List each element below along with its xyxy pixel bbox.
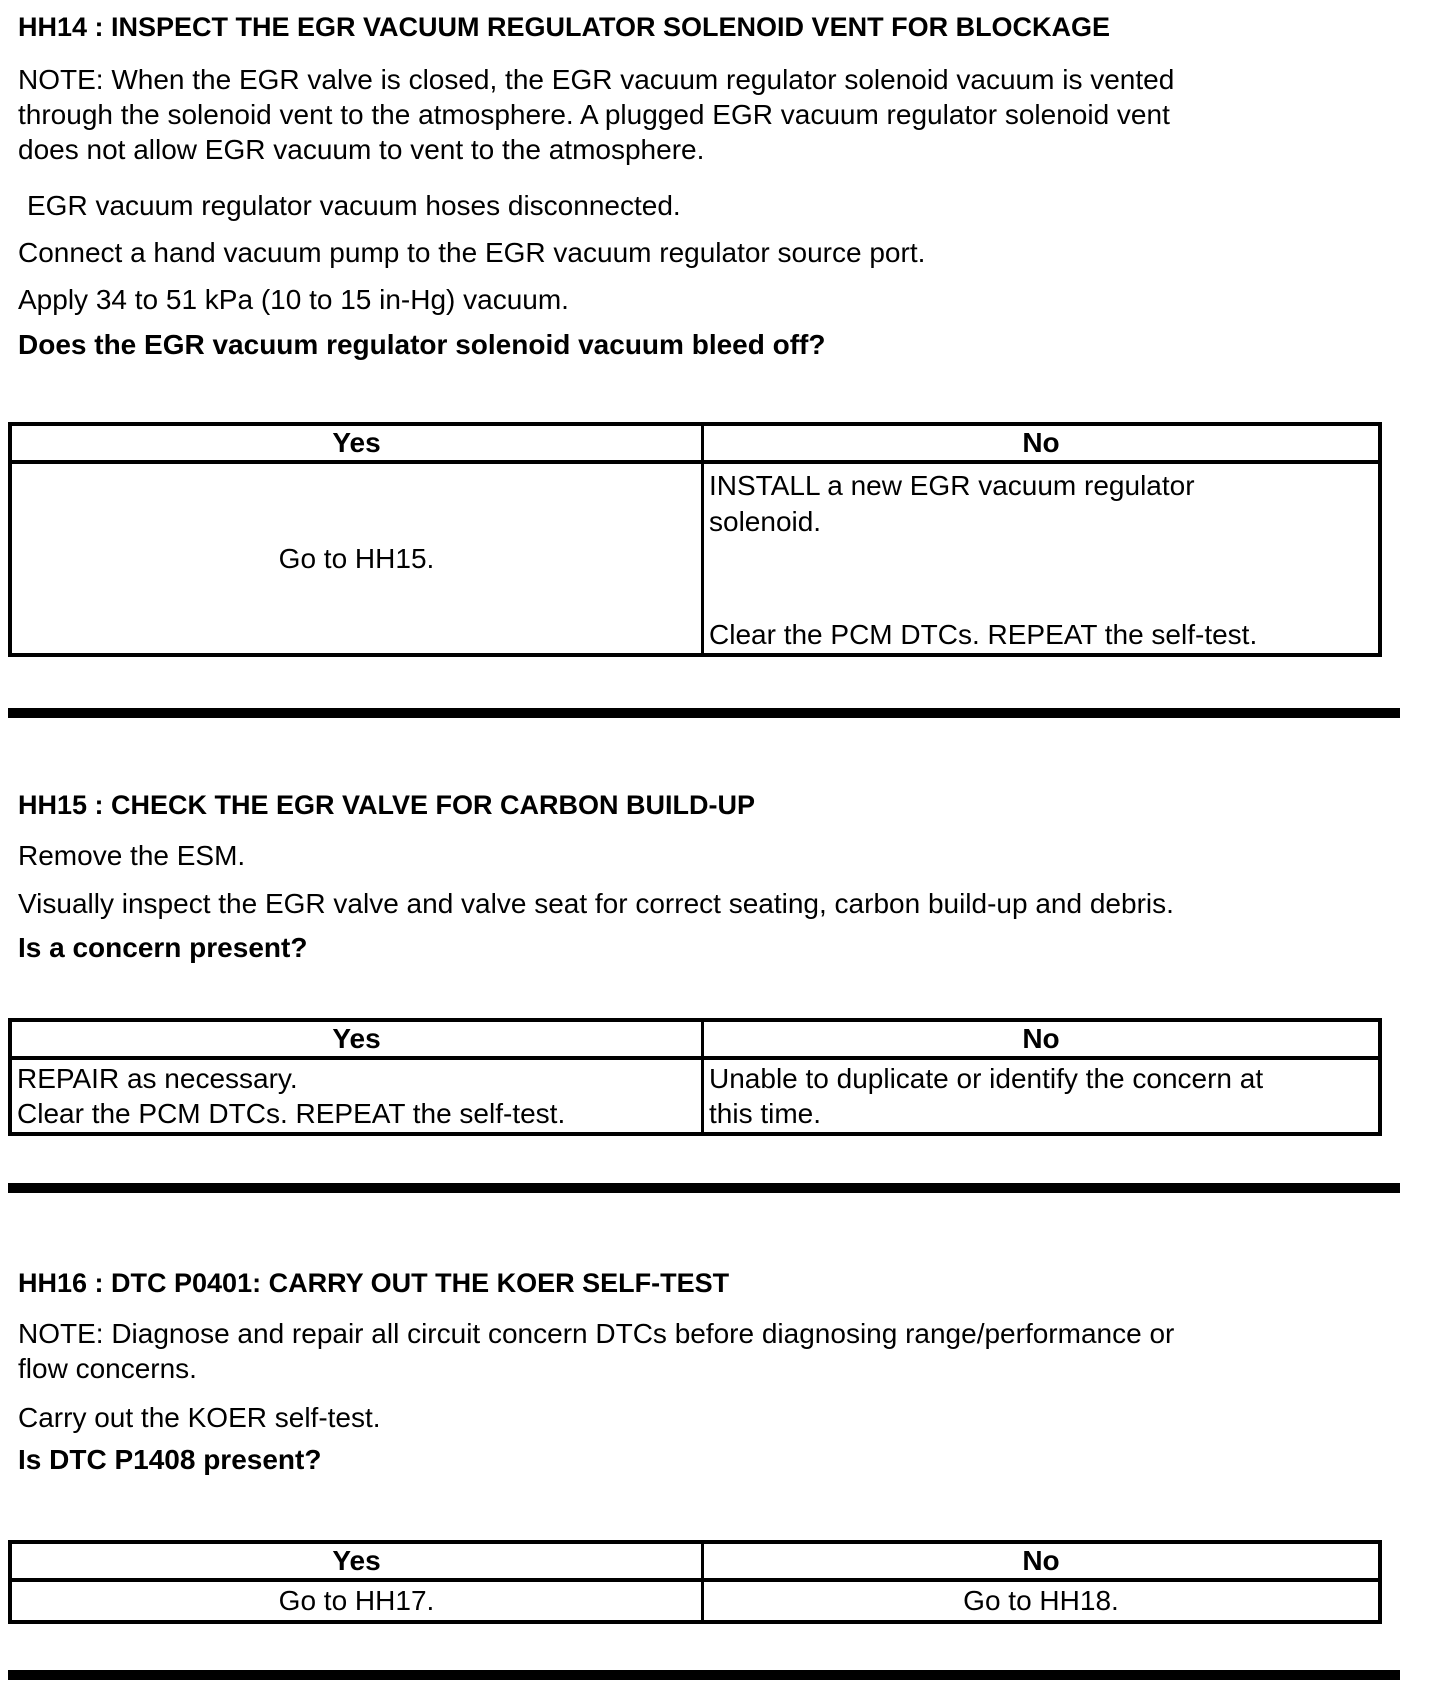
note-line: flow concerns. — [18, 1353, 197, 1384]
note-line: NOTE: When the EGR valve is closed, the EGR vacuum regulator solenoid vacuum is vented — [18, 64, 1175, 95]
section-hh15-heading: HH15 : CHECK THE EGR VALVE FOR CARBON BUILD-UP — [18, 790, 756, 820]
table-body-row — [12, 464, 1378, 653]
procedure-step: Remove the ESM. — [18, 840, 246, 871]
table-header-row — [12, 426, 1378, 464]
decision-question: Is DTC P1408 present? — [18, 1444, 322, 1475]
table-body-row — [12, 1582, 1378, 1620]
note-line: does not allow EGR vacuum to vent to the atmosphere. — [18, 134, 705, 165]
procedure-step: Carry out the KOER self-test. — [18, 1402, 381, 1433]
table-body-row — [12, 1060, 1378, 1132]
decision-question: Is a concern present? — [18, 932, 308, 963]
yes-header-cell: Yes — [12, 426, 704, 460]
section-divider — [8, 1183, 1400, 1193]
table-header-row — [12, 1544, 1378, 1582]
no-header-cell: No — [1022, 427, 1060, 458]
decision-table-hh16 — [8, 1540, 1382, 1624]
no-cell: Unable to duplicate or identify the concern at this time. — [709, 1063, 1264, 1129]
yes-header-cell: Yes — [12, 1022, 704, 1056]
procedure-step: Apply 34 to 51 kPa (10 to 15 in-Hg) vacuum. — [18, 284, 569, 315]
procedure-step: Visually inspect the EGR valve and valve seat for correct seating, carbon build-up and debris. — [18, 888, 1174, 919]
section-divider — [8, 1670, 1400, 1680]
no-cell: Go to HH18. — [963, 1585, 1119, 1616]
section-hh14-heading: HH14 : INSPECT THE EGR VACUUM REGULATOR SOLENOID VENT FOR BLOCKAGE — [18, 12, 1111, 42]
decision-question: Does the EGR vacuum regulator solenoid vacuum bleed off? — [18, 329, 826, 360]
decision-table-hh14 — [8, 422, 1382, 657]
note-line: NOTE: Diagnose and repair all circuit concern DTCs before diagnosing range/performance or — [18, 1318, 1175, 1349]
section-hh14-note — [18, 62, 1432, 167]
procedure-step: EGR vacuum regulator vacuum hoses disconnected. — [27, 190, 681, 221]
yes-action: Go to HH15. — [278, 542, 435, 574]
no-cell — [704, 464, 1378, 653]
decision-table-hh15 — [8, 1018, 1382, 1136]
note-line: through the solenoid vent to the atmosphere. A plugged EGR vacuum regulator solenoid vent — [18, 99, 1170, 130]
section-divider — [8, 708, 1400, 718]
yes-cell — [12, 464, 704, 653]
section-hh16-heading: HH16 : DTC P0401: CARRY OUT THE KOER SELF-TEST — [18, 1268, 730, 1298]
no-header-cell: No — [1022, 1023, 1060, 1054]
no-action-primary: INSTALL a new EGR vacuum regulator solenoid. — [709, 470, 1195, 537]
section-hh16-note — [18, 1316, 1432, 1386]
procedure-step: Connect a hand vacuum pump to the EGR vacuum regulator source port. — [18, 237, 926, 268]
yes-header-cell: Yes — [12, 1544, 704, 1578]
table-header-row — [12, 1022, 1378, 1060]
yes-cell: Go to HH17. — [12, 1582, 704, 1620]
yes-cell: REPAIR as necessary. Clear the PCM DTCs. REPEAT the self-test. — [12, 1060, 704, 1132]
section-hh14 — [8, 12, 1432, 657]
no-action-secondary: Clear the PCM DTCs. REPEAT the self-test. — [709, 619, 1258, 650]
section-hh15 — [8, 790, 1432, 1136]
section-hh16 — [8, 1268, 1432, 1624]
no-header-cell: No — [1022, 1545, 1060, 1576]
